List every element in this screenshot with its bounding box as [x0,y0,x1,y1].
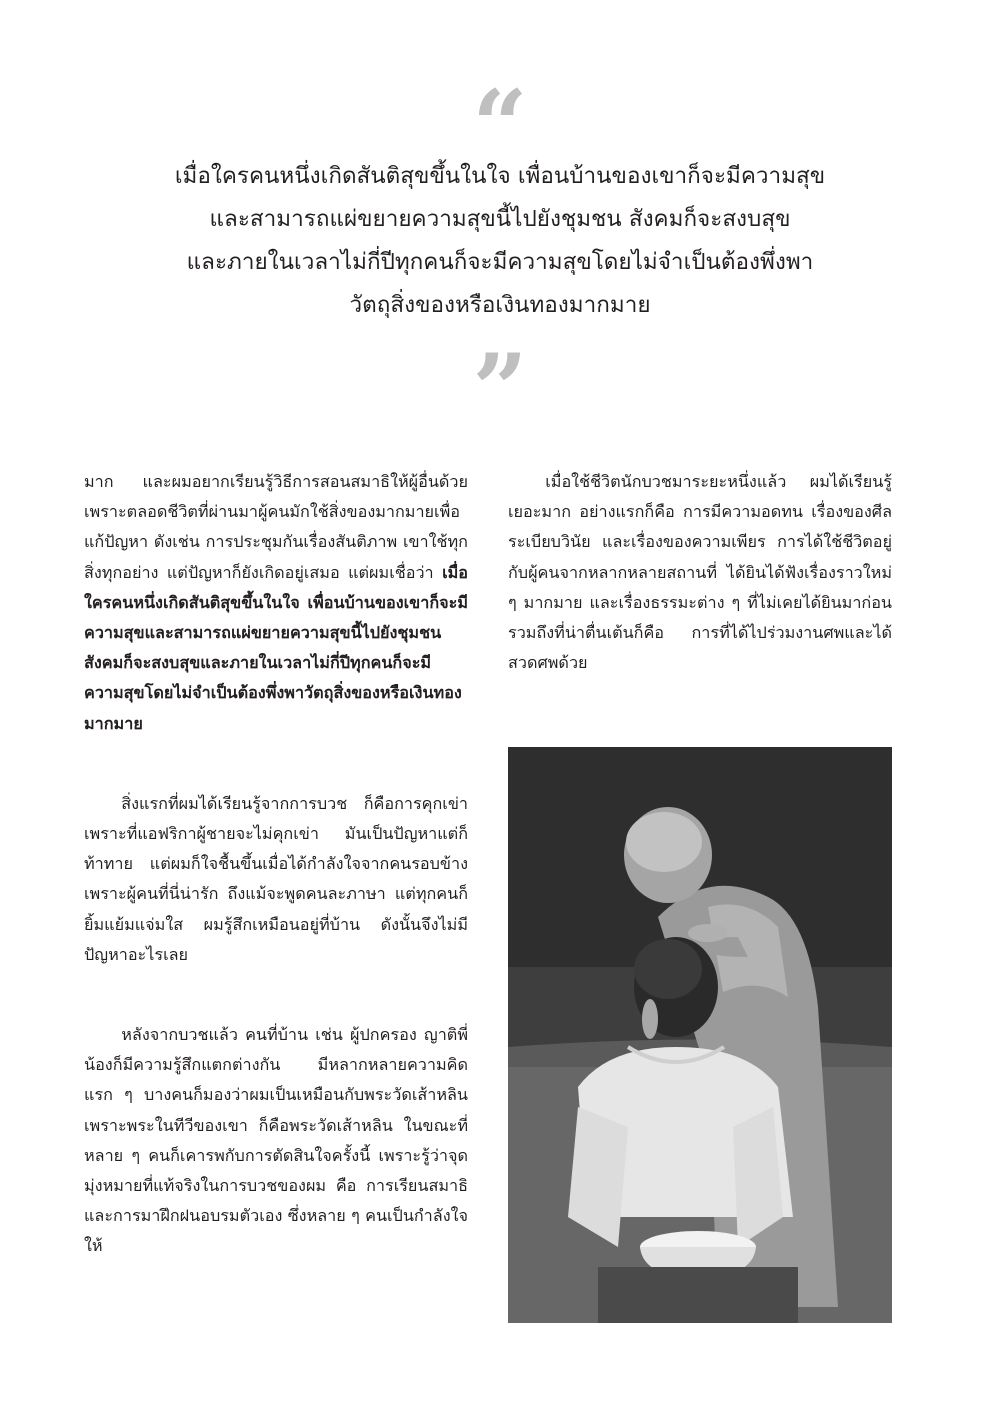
opening-quote-mark: “ [472,69,528,182]
right-paragraph-1: เมื่อใช้ชีวิตนักบวชมาระยะหนึ่งแล้ว ผมได้เรียนรู้เยอะมาก อย่างแรกก็คือ การมีความอดทน เรื่องของศีล ระเบียบวินัย และเรื่องของความเพียร การได้ใช้ชีวิตอยู่กับผู้คนจากหลากหลายสถานที่ ได้ยินได้ฟังเรื่องราวใหม่ ๆ มากมาย และเรื่องธรรมะต่าง ๆ ที่ไม่เคยได้ยินมาก่อน รวมถึงที่น่าตื่นเต้นก็คือ การที่ได้ไปร่วมงานศพและได้สวดศพด้วย [508,472,892,673]
ordination-photo [508,747,892,1323]
pull-quote [100,155,900,327]
pull-quote-line: และสามารถแผ่ขยายความสุขนี้ไปยังชุมชน สังคมก็จะสงบสุข [209,206,791,232]
pull-quote-line: วัตถุสิ่งของหรือเงินทองมากมาย [349,292,651,318]
left-paragraph-3: หลังจากบวชแล้ว คนที่บ้าน เช่น ผู้ปกครอง ญาติพี่น้องก็มีความรู้สึกแตกต่างกัน มีหลากหลายความคิด แรก ๆ บางคนก็มองว่าผมเป็นเหมือนกับพระวัดเส้าหลิน เพราะพระในทีวีของเขา ก็คือพระวัดเส้าหลิน ในขณะที่หลาย ๆ คนก็เคารพกับการตัดสินใจครั้งนี้ เพราะรู้ว่าจุดมุ่งหมายที่แท้จริงในการบวชของผม คือ การเรียนสมาธิ และการมาฝึกฝนอบรมตัวเอง ซึ่งหลาย ๆ คนเป็นกำลังใจให้ [84,1025,468,1256]
left-paragraph-1-bold: เมื่อใครคนหนึ่งเกิดสันติสุขขึ้นในใจ เพื่อนบ้านของเขาก็จะมีความสุขและสามารถแผ่ขยายความสุขนี้ไปยังชุมชน สังคมก็จะสงบสุขและภายในเวลาไม่กี่ปีทุกคนก็จะมีความสุขโดยไม่จำเป็นต้องพึ่งพาวัตถุสิ่งของหรือเงินทองมากมาย [84,562,468,733]
ordination-photo-illustration [508,747,892,1323]
closing-quote-mark: ” [472,333,528,446]
left-paragraph-1-plain: มาก และผมอยากเรียนรู้วิธีการสอนสมาธิให้ผู้อื่นด้วย เพราะตลอดชีวิตที่ผ่านมาผู้คนมักใช้สิ่งของมากมายเพื่อแก้ปัญหา ดังเช่น การประชุมกันเรื่องสันติภาพ เขาใช้ทุกสิ่งทุกอย่าง แต่ปัญหาก็ยังเกิดอยู่เสมอ แต่ผมเชื่อว่า [84,472,468,582]
left-paragraph-1 [84,467,468,739]
left-paragraph-2: สิ่งแรกที่ผมได้เรียนรู้จากการบวช ก็คือการคุกเข่า เพราะที่แอฟริกาผู้ชายจะไม่คุกเข่า มันเป็นปัญหาแต่ก็ท้าทาย แต่ผมก็ใจชื้นขึ้นเมื่อได้กำลังใจจากคนรอบข้าง เพราะผู้คนที่นี่น่ารัก ถึงแม้จะพูดคนละภาษา แต่ทุกคนก็ยิ้มแย้มแจ่มใส ผมรู้สึกเหมือนอยู่ที่บ้าน ดังนั้นจึงไม่มีปัญหาอะไรเลย [84,793,468,964]
pull-quote-line: และภายในเวลาไม่กี่ปีทุกคนก็จะมีความสุขโดยไม่จำเป็นต้องพึ่งพา [186,249,814,275]
left-column [84,467,468,1262]
paragraph-spacer [84,739,468,789]
paragraph-spacer [84,970,468,1020]
pull-quote-line: เมื่อใครคนหนึ่งเกิดสันติสุขขึ้นในใจ เพื่อนบ้านของเขาก็จะมีความสุข [174,163,826,189]
right-column [508,467,892,678]
